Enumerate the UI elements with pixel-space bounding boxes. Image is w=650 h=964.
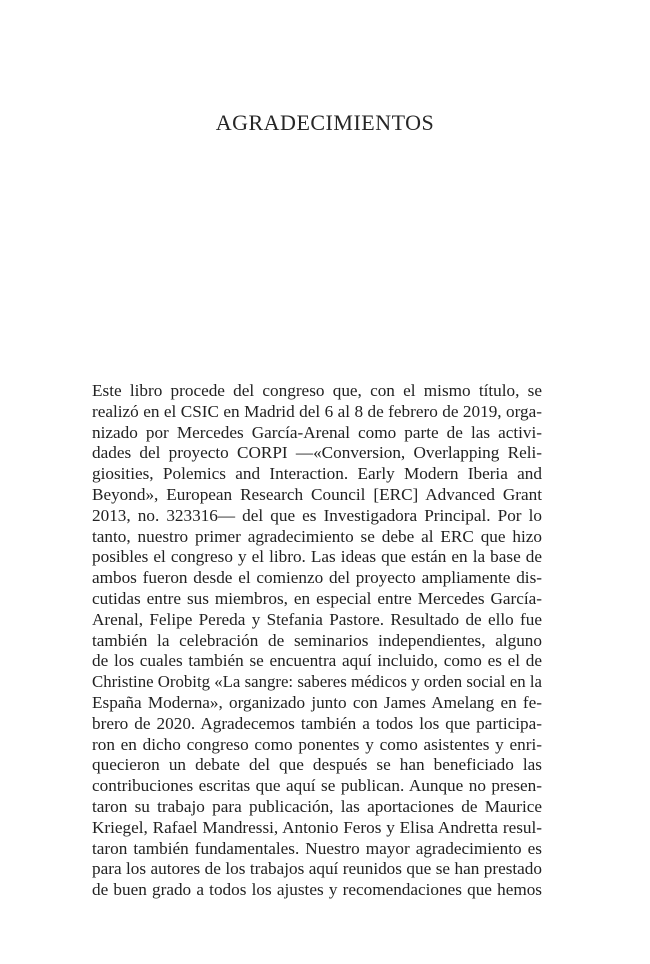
paragraph-line: para los autores de los trabajos aquí reunidos que se han prestado bbox=[92, 859, 542, 879]
paragraph-line: tanto, nuestro primer agradecimiento se debe al ERC que hizo bbox=[92, 526, 542, 546]
paragraph-line: España Moderna», organizado junto con James Amelang en fe- bbox=[92, 692, 542, 712]
paragraph-line: nizado por Mercedes García-Arenal como parte de las activi- bbox=[92, 422, 542, 442]
paragraph-line: Christine Orobitg «La sangre: saberes médicos y orden social en la bbox=[92, 672, 542, 692]
chapter-heading: AGRADECIMIENTOS bbox=[215, 110, 435, 135]
paragraph-line: quecieron un debate del que después se han beneficiado las bbox=[92, 755, 542, 775]
paragraph-line: ambos fueron desde el comienzo del proyecto ampliamente dis- bbox=[92, 568, 542, 588]
paragraph-line: ron en dicho congreso como ponentes y como asistentes y enri- bbox=[92, 734, 542, 754]
paragraph-line: brero de 2020. Agradecemos también a todos los que participa- bbox=[92, 713, 542, 733]
paragraph-line: Arenal, Felipe Pereda y Stefania Pastore. Resultado de ello fue bbox=[92, 609, 542, 629]
paragraph-line: taron su trabajo para publicación, las aportaciones de Maurice bbox=[92, 796, 542, 816]
paragraph-line: giosities, Polemics and Interaction. Early Modern Iberia and bbox=[92, 464, 542, 484]
paragraph-line: posibles el congreso y el libro. Las ideas que están en la base de bbox=[92, 547, 542, 567]
paragraph-line: de buen grado a todos los ajustes y recomendaciones que hemos bbox=[92, 880, 542, 900]
paragraph-line: Beyond», European Research Council [ERC] Advanced Grant bbox=[92, 484, 542, 504]
acknowledgements-paragraph bbox=[92, 381, 542, 901]
paragraph-line: Este libro procede del congreso que, con el mismo título, se bbox=[92, 381, 542, 400]
paragraph-line: de los cuales también se encuentra aquí incluido, como es el de bbox=[92, 651, 542, 671]
paragraph-line: cutidas entre sus miembros, en especial entre Mercedes García- bbox=[92, 588, 542, 608]
paragraph-line: taron también fundamentales. Nuestro mayor agradecimiento es bbox=[92, 838, 542, 858]
paragraph-line: dades del proyecto CORPI —«Conversion, Overlapping Reli- bbox=[92, 443, 542, 463]
paragraph-line: también la celebración de seminarios independientes, alguno bbox=[92, 630, 542, 650]
paragraph-line: Kriegel, Rafael Mandressi, Antonio Feros y Elisa Andretta resul- bbox=[92, 817, 542, 837]
paragraph-line: realizó en el CSIC en Madrid del 6 al 8 de febrero de 2019, orga- bbox=[92, 401, 542, 421]
paragraph-line: contribuciones escritas que aquí se publican. Aunque no presen- bbox=[92, 776, 542, 796]
paragraph-line: 2013, no. 323316— del que es Investigadora Principal. Por lo bbox=[92, 505, 542, 525]
